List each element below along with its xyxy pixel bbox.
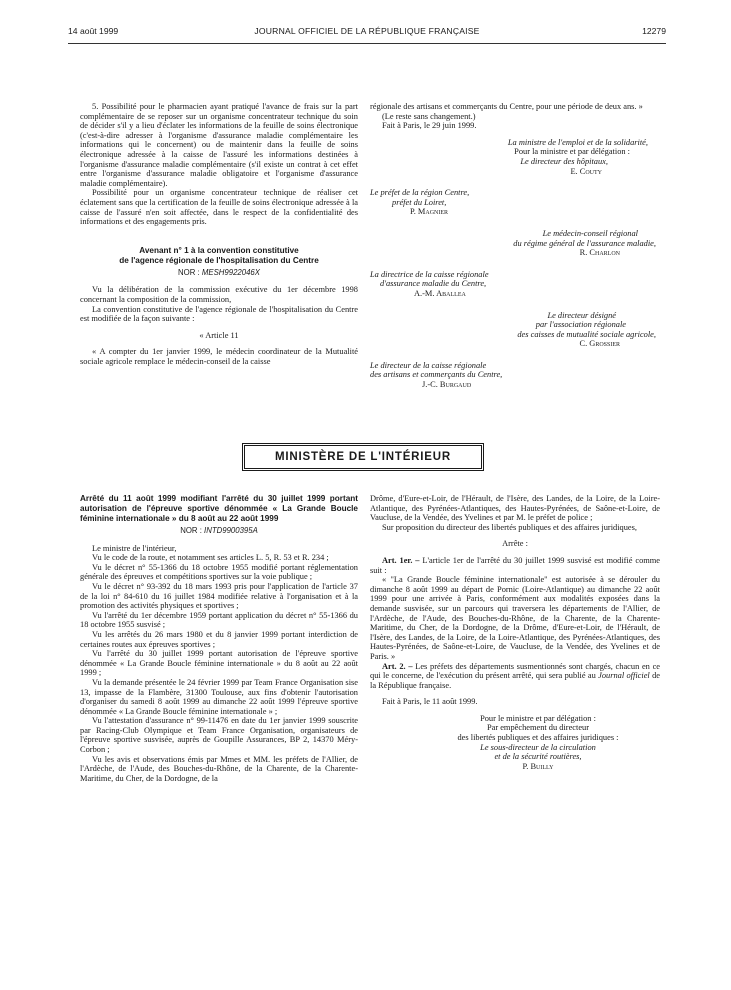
paragraph: « A compter du 1er janvier 1999, le médecin coordinateur de la Mutualité sociale agricole remplace le médecin-conseil de la caisse [80, 347, 358, 366]
paragraph: La convention constitutive de l'agence régionale de l'hospitalisation du Centre est modifiée de la façon suivante : [80, 304, 358, 324]
paragraph: régionale des artisans et commerçants du Centre, pour une période de deux ans. » [370, 102, 643, 111]
paragraph: Vu les arrêtés du 26 mars 1980 et du 8 janvier 1999 portant interdiction de certaines routes aux épreuves sportives ; [80, 629, 358, 649]
header-date: 14 août 1999 [68, 26, 119, 36]
signature-block: La directrice de la caisse régionale d'assurance maladie du Centre, A.-M. Aballea [370, 269, 489, 298]
top-left-column [80, 102, 358, 366]
nor-reference: NOR : MESH9922046X [178, 267, 260, 277]
nor-code: INTD9900395A [204, 526, 258, 535]
nor-code: MESH9922046X [201, 267, 260, 277]
bottom-right-column [370, 494, 660, 771]
signature-block: Le directeur désigné par l'association régionale des caisses de mutualité sociale agricole, C. Grossier [517, 310, 656, 349]
article-1: Art. 1er. – L'article 1er de l'arrêté du 30 juillet 1999 susvisé est modifié comme suit : [370, 555, 661, 575]
signature-date: Fait à Paris, le 11 août 1999. [382, 697, 478, 707]
paragraph: Vu l'arrêté du 30 juillet 1999 portant autorisation de l'épreuve sportive dénommée « La Grande Boucle féminine internationale » du 8 août au 22 août 1999 ; [80, 649, 358, 678]
paragraph: Vu le décret n° 93-392 du 18 mars 1993 pris pour l'application de l'article 37 de la loi n° 84-610 du 16 juillet 1984 modifiée relative à l'organisation et à la promotion des activités physiques et sportives ; [80, 581, 358, 611]
signature-block: Le directeur de la caisse régionale des artisans et commerçants du Centre, J.-C. Burgaud [370, 360, 503, 390]
journal-title: JOURNAL OFFICIEL DE LA RÉPUBLIQUE FRANÇAISE [254, 26, 480, 36]
signature-block: Pour le ministre et par délégation : Par empêchement du directeur des libertés publiques et des affaires juridiques : Le sous-directeur de la circulation et de la sécurité routières, P. Builly [457, 713, 619, 771]
paragraph: Fait à Paris, le 29 juin 1999. [382, 121, 477, 131]
paragraph: Vu la délibération de la commission exécutive du 1er décembre 1998 concernant la composition de la commission, [80, 285, 358, 304]
paragraph: Drôme, d'Eure-et-Loir, de l'Hérault, de l'Isère, des Landes, de la Loire, de la Loire-Atlantique, des Pyrénées-Atlantiques, des Hautes-Pyrénées, de Saône-et-Loire, de Vaucluse, de la Vendée, des Yvelines et par M. le préfet de police ; [370, 494, 660, 523]
article-1-label: Art. 1er. – [382, 555, 420, 565]
paragraph: Possibilité pour un organisme concentrateur technique de réaliser cet éclatement sans que la certification de la feuille de soins électronique adressée à la caisse de l'assuré n'en soit affectée, dans le respect de la confidentialité des informations et des engagements pris. [80, 188, 358, 227]
article-2-label: Art. 2. – [382, 661, 413, 671]
avenant-title-line-2: de l'agence régionale de l'hospitalisation du Centre [119, 255, 319, 265]
arrete-keyword: Arrête : [502, 539, 528, 549]
paragraph: Vu le code de la route, et notamment ses articles L. 5, R. 53 et R. 234 ; [92, 553, 329, 563]
page-header [68, 24, 666, 40]
paragraph: Vu la demande présentée le 24 février 1999 par Team France Organisation sise 13, impasse de la Flambère, 31300 Toulouse, aux fins d'obtenir l'autorisation d'organiser du samedi 8 août 1999 au dimanche 22 août 1999 l'épreuve sportive dénommée « La Grande Boucle féminine internationale » ; [80, 677, 358, 716]
signature-block: Le préfet de la région Centre, préfet du Loiret, P. Magnier [370, 188, 470, 217]
article-2: Art. 2. – Les préfets des départements susmentionnés sont chargés, chacun en ce qui le concerne, de l'exécution du présent arrêté, qui sera publié au Journal officiel de la République française. [370, 661, 661, 690]
paragraph: Vu l'arrêté du 1er décembre 1959 portant application du décret n° 55-1366 du 18 octobre 1955 susvisé ; [80, 610, 358, 630]
paragraph: Vu les avis et observations émis par Mmes et MM. les préfets de l'Allier, de l'Ardèche, de l'Aude, des Bouches-du-Rhône, de la Charente, de la Charente-Maritime, du Cher, de la Dordogne, de la [80, 754, 358, 783]
article-heading: « Article 11 [199, 330, 239, 340]
paragraph: Vu le décret n° 55-1366 du 18 octobre 1955 modifié portant réglementation générale des épreuves et compétitions sportives sur la voie publique ; [80, 562, 358, 582]
paragraph: Le ministre de l'intérieur, [92, 543, 177, 553]
header-divider [68, 43, 666, 44]
paragraph: Sur proposition du directeur des libertés publiques et des affaires juridiques, [382, 522, 637, 532]
nor-reference: NOR : INTD9900395A [180, 526, 258, 535]
paragraph: (Le reste sans changement.) [382, 111, 476, 121]
signature-block: La ministre de l'emploi et de la solidarité, Pour la ministre et par délégation : Le directeur des hôpitaux, E. Couty [507, 137, 648, 176]
bottom-left-column [80, 494, 358, 783]
avenant-title-line-1: Avenant n° 1 à la convention constitutive [139, 245, 299, 255]
ministry-heading: MINISTÈRE DE L'INTÉRIEUR [244, 445, 482, 469]
arrete-title: Arrêté du 11 août 1999 modifiant l'arrêté du 30 juillet 1999 portant autorisation de l'épreuve sportive dénommée « La Grande Boucle féminine internationale » du 8 août au 22 août 1999 [80, 494, 358, 523]
paragraph: 5. Possibilité pour le pharmacien ayant pratiqué l'avance de frais sur la part complémentaire de se reposer sur un organisme concentrateur technique du soin de décider s'il y a lieu d'éclater les informations de la feuille de soins électronique (c'est-à-dire adresser à l'organisme d'assurance maladie complémentaire les informations qui le concernent) ou de maintenir dans la feuille de soins électronique adressée à la caisse de l'assuré les informations destinées à l'organisme d'assurance maladie complémentaire (s'il existe un contrat à cet effet entre l'organisme d'assurance maladie obligatoire et l'organisme d'assurance maladie complémentaire). [80, 102, 358, 188]
top-right-column [370, 102, 660, 390]
paragraph: Vu l'attestation d'assurance n° 99-11476 en date du 1er janvier 1999 souscrite par Racing-Club Olympique et Team France Organisation, organisateurs de l'épreuve sportive susvisée, auprès de Goupille Assurances, BP 2, 14370 Méry-Corbon ; [80, 716, 358, 755]
page-number: 12279 [642, 26, 666, 36]
signature-block: Le médecin-conseil régional du régime général de l'assurance maladie, R. Charlon [513, 228, 656, 258]
article-1-quote: « "La Grande Boucle féminine internationale" est autorisée à se dérouler du dimanche 8 août 1999 au départ de Pornic (Loire-Atlantique) au dimanche 22 août 1999 pour une arrivée à Paris, conformément aux modalités exposées dans la demande susvisée, sur un parcours qui traversera les départements de l'Allier, de l'Ardèche, de l'Aude, des Bouches-du-Rhône, de la Charente, de la Charente-Maritime, du Cher, de la Dordogne, de la Drôme, d'Eure-et-Loir, de l'Hérault, de l'Isère, des Landes, de la Loire, de la Loire-Atlantique, des Pyrénées-Atlantiques, des Hautes-Pyrénées, de Saône-et-Loire, de Vaucluse, de la Vendée, des Yvelines et de Paris. » [370, 575, 660, 661]
